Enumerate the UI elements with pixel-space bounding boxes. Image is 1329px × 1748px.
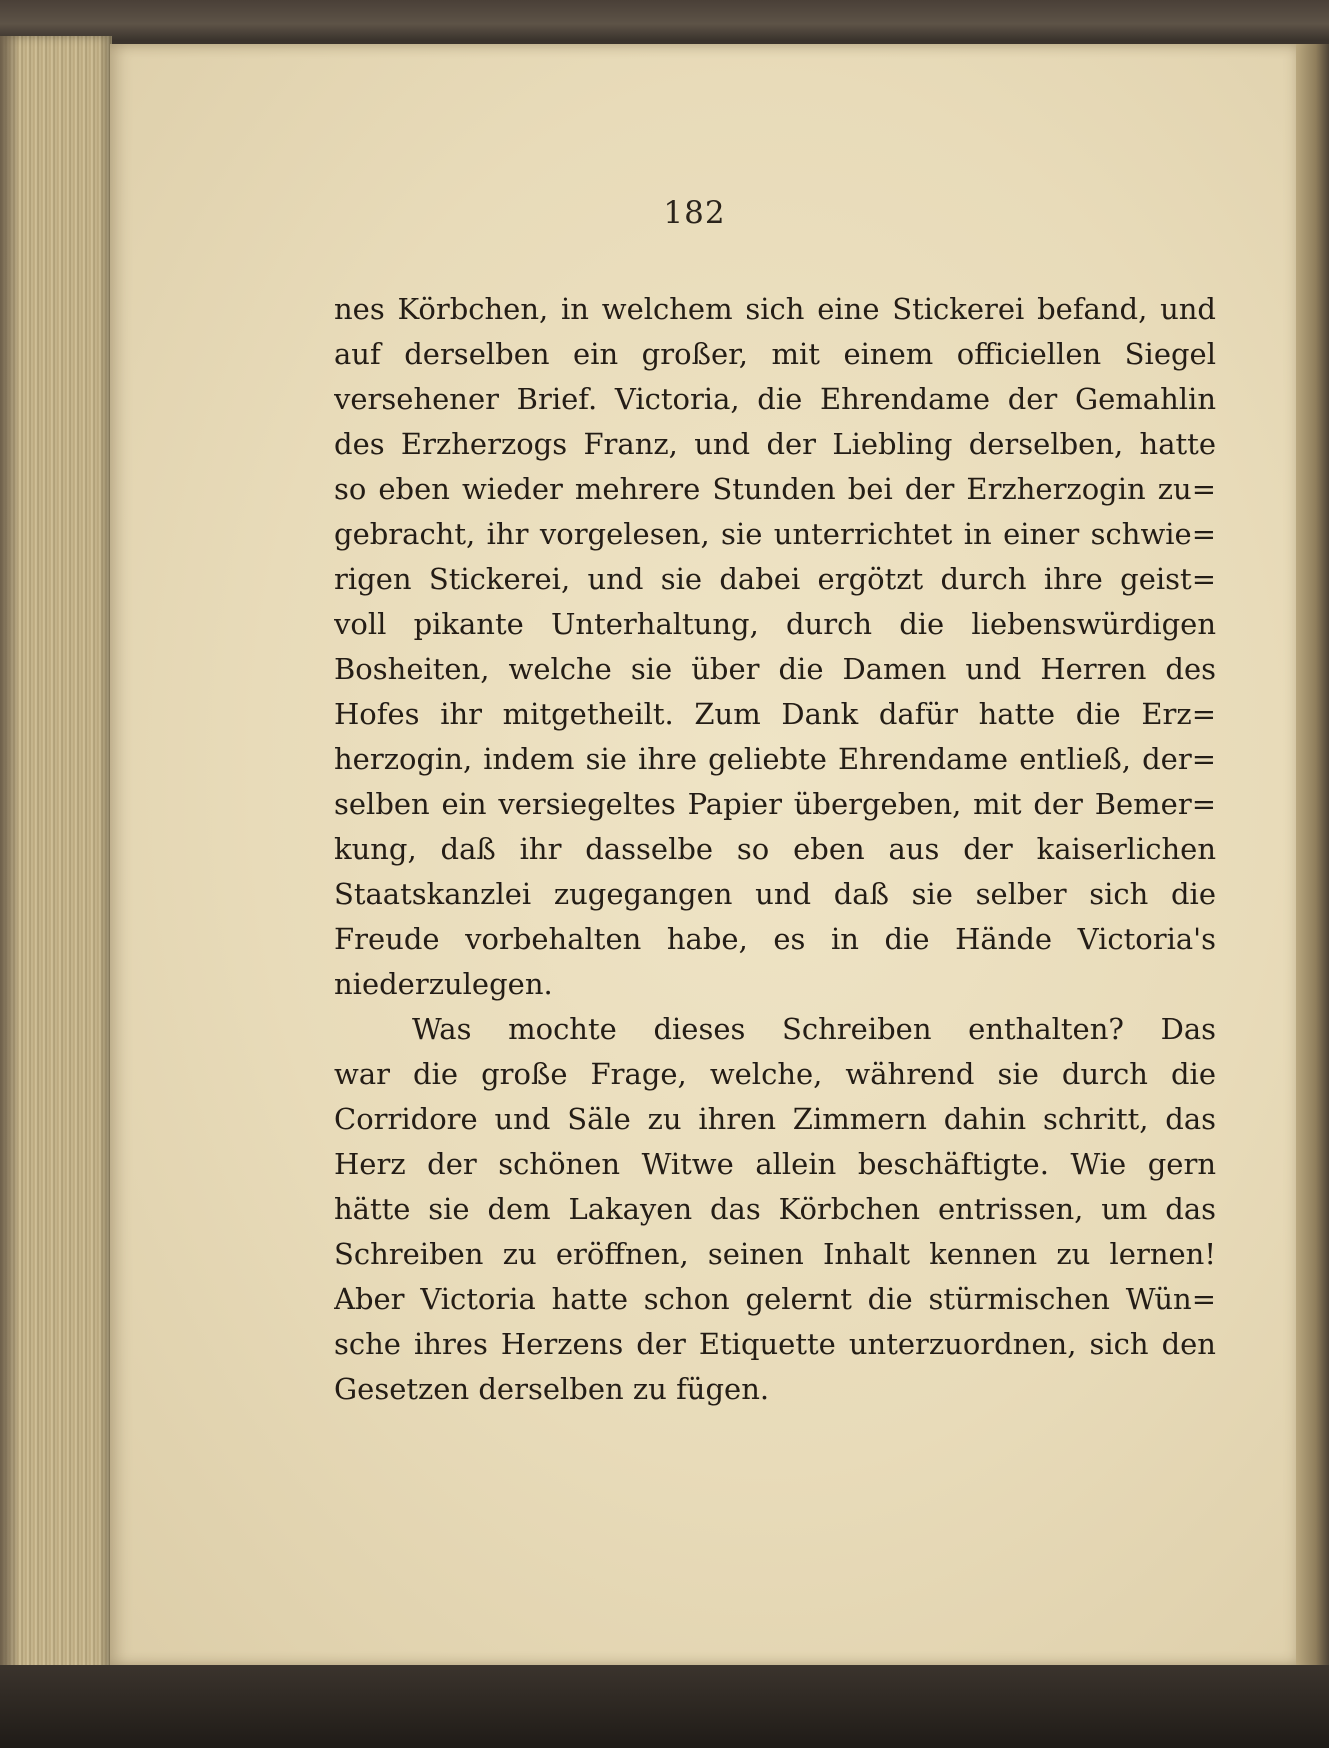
book-cover-top bbox=[0, 0, 1329, 40]
text-line: Herz der schönen Witwe allein beschäftigte. Wie gern bbox=[334, 1147, 1216, 1181]
text-line: Freude vorbehalten habe, es in die Hände Victoria's bbox=[334, 922, 1216, 956]
text-line: war die große Frage, welche, während sie durch die bbox=[334, 1057, 1216, 1091]
text-line: nes Körbchen, in welchem sich eine Stickerei befand, und bbox=[334, 292, 1216, 326]
text-line: niederzulegen. bbox=[334, 967, 553, 1001]
text-line: selben ein versiegeltes Papier übergeben, mit der Bemer= bbox=[334, 787, 1216, 821]
text-line: so eben wieder mehrere Stunden bei der Erzherzogin zu= bbox=[334, 472, 1216, 506]
paragraph-start-line: Was mochte dieses Schreiben enthalten? Das bbox=[412, 1012, 1216, 1046]
page-stack-shadow bbox=[0, 36, 20, 1676]
text-line: Aber Victoria hatte schon gelernt die stürmischen Wün= bbox=[334, 1282, 1216, 1316]
text-line: Schreiben zu eröffnen, seinen Inhalt kennen zu lernen! bbox=[334, 1237, 1216, 1271]
text-line: kung, daß ihr dasselbe so eben aus der kaiserlichen bbox=[334, 832, 1216, 866]
text-line: gebracht, ihr vorgelesen, sie unterrichtet in einer schwie= bbox=[334, 517, 1216, 551]
text-line: sche ihres Herzens der Etiquette unterzuordnen, sich den bbox=[334, 1327, 1216, 1361]
text-line: Corridore und Säle zu ihren Zimmern dahin schritt, das bbox=[334, 1102, 1216, 1136]
page-right-edge bbox=[1296, 44, 1329, 1666]
text-line: auf derselben ein großer, mit einem officiellen Siegel bbox=[334, 337, 1216, 371]
text-line: rigen Stickerei, und sie dabei ergötzt durch ihre geist= bbox=[334, 562, 1216, 596]
body-text bbox=[334, 287, 1216, 1412]
text-line: des Erzherzogs Franz, und der Liebling derselben, hatte bbox=[334, 427, 1216, 461]
text-line: versehener Brief. Victoria, die Ehrendame der Gemahlin bbox=[334, 382, 1216, 416]
text-line: Bosheiten, welche sie über die Damen und Herren des bbox=[334, 652, 1216, 686]
text-line: Gesetzen derselben zu fügen. bbox=[334, 1372, 770, 1406]
text-line: Staatskanzlei zugegangen und daß sie selber sich die bbox=[334, 877, 1216, 911]
book-cover-bottom bbox=[0, 1665, 1329, 1748]
page-number: 182 bbox=[663, 195, 726, 231]
text-line: herzogin, indem sie ihre geliebte Ehrendame entließ, der= bbox=[334, 742, 1216, 776]
text-line: Hofes ihr mitgetheilt. Zum Dank dafür hatte die Erz= bbox=[334, 697, 1216, 731]
text-line: hätte sie dem Lakayen das Körbchen entrissen, um das bbox=[334, 1192, 1216, 1226]
text-line: voll pikante Unterhaltung, durch die liebenswürdigen bbox=[334, 607, 1216, 641]
